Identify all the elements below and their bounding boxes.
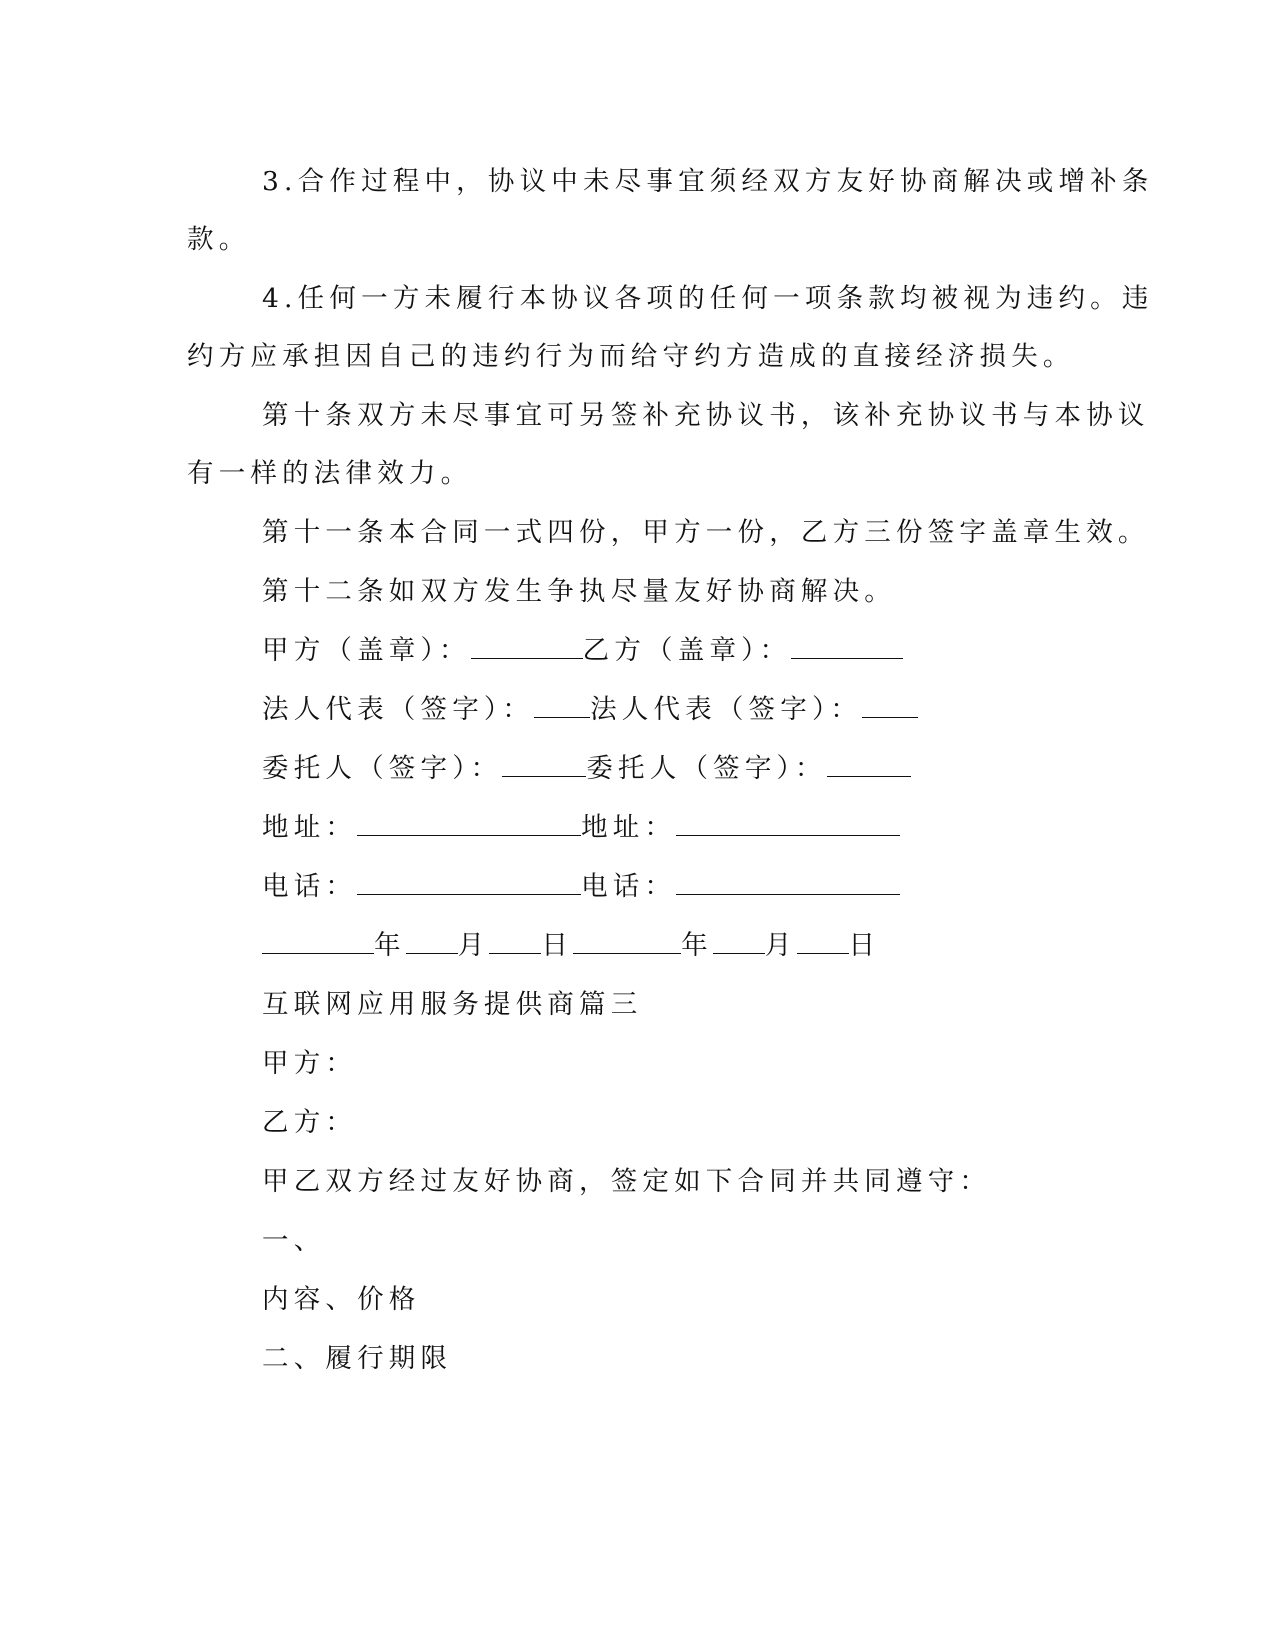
address-b-blank[interactable] <box>676 813 900 836</box>
agent-a-label: 委托人（签字）： <box>262 753 503 784</box>
article-10-line-1: 第十条双方未尽事宜可另签补充协议书，该补充协议书与本协议 <box>262 400 1150 431</box>
phone-row <box>262 869 900 905</box>
party-b-seal-blank[interactable] <box>791 636 903 659</box>
address-a-blank[interactable] <box>357 813 581 836</box>
clause-4-line-1: 4.任何一方未履行本协议各项的任何一项条款均被视为违约。违 <box>262 283 1154 314</box>
agent-b-blank[interactable] <box>827 754 911 777</box>
clause-4-line-2: 约方应承担因自己的违约行为而给守约方造成的直接经济损失。 <box>187 341 1075 372</box>
month-a-blank[interactable] <box>406 931 458 954</box>
seal-row <box>262 633 903 669</box>
address-row <box>262 810 900 846</box>
article-10-line-2: 有一样的法律效力。 <box>187 458 473 489</box>
item-2: 二、履行期限 <box>262 1343 453 1374</box>
phone-b-blank[interactable] <box>676 872 900 895</box>
phone-a-blank[interactable] <box>357 872 581 895</box>
year-b-label: 年 <box>681 930 713 961</box>
date-row <box>262 928 880 964</box>
day-b-label: 日 <box>848 930 881 961</box>
party-b-seal-label: 乙方（盖章）： <box>582 635 792 666</box>
year-b-blank[interactable] <box>573 931 681 954</box>
day-b-blank[interactable] <box>797 931 849 954</box>
legal-rep-row <box>262 692 918 728</box>
article-11: 第十一条本合同一式四份，甲方一份，乙方三份签字盖章生效。 <box>262 517 1150 548</box>
legal-rep-a-blank[interactable] <box>534 695 590 718</box>
legal-rep-b-label: 法人代表（签字）： <box>590 694 863 725</box>
article-12: 第十二条如双方发生争执尽量友好协商解决。 <box>262 576 896 607</box>
legal-rep-a-label: 法人代表（签字）： <box>262 694 535 725</box>
address-a-label: 地址： <box>262 812 358 843</box>
agent-row <box>262 751 911 787</box>
year-a-blank[interactable] <box>262 931 374 954</box>
month-b-blank[interactable] <box>713 931 765 954</box>
item-1-text: 内容、价格 <box>262 1284 421 1315</box>
clause-3-line-1: 3.合作过程中，协议中未尽事宜须经双方友好协商解决或增补条 <box>262 166 1154 197</box>
address-b-label: 地址： <box>581 812 677 843</box>
section-title: 互联网应用服务提供商篇三 <box>262 989 643 1020</box>
legal-rep-b-blank[interactable] <box>862 695 918 718</box>
day-a-blank[interactable] <box>489 931 541 954</box>
item-1-number: 一、 <box>262 1225 326 1256</box>
month-b-label: 月 <box>764 930 797 961</box>
year-a-label: 年 <box>374 930 406 961</box>
party-a-seal-blank[interactable] <box>471 636 583 659</box>
agent-a-blank[interactable] <box>502 754 586 777</box>
day-a-label: 日 <box>541 930 574 961</box>
contract-intro: 甲乙双方经过友好协商，签定如下合同并共同遵守： <box>262 1166 992 1197</box>
clause-3-line-2: 款。 <box>187 224 251 255</box>
party-b-line: 乙方： <box>262 1107 358 1138</box>
phone-b-label: 电话： <box>581 871 677 902</box>
phone-a-label: 电话： <box>262 871 358 902</box>
party-a-line: 甲方： <box>262 1048 358 1079</box>
agent-b-label: 委托人（签字）： <box>586 753 827 784</box>
month-a-label: 月 <box>457 930 490 961</box>
party-a-seal-label: 甲方（盖章）： <box>262 635 471 666</box>
